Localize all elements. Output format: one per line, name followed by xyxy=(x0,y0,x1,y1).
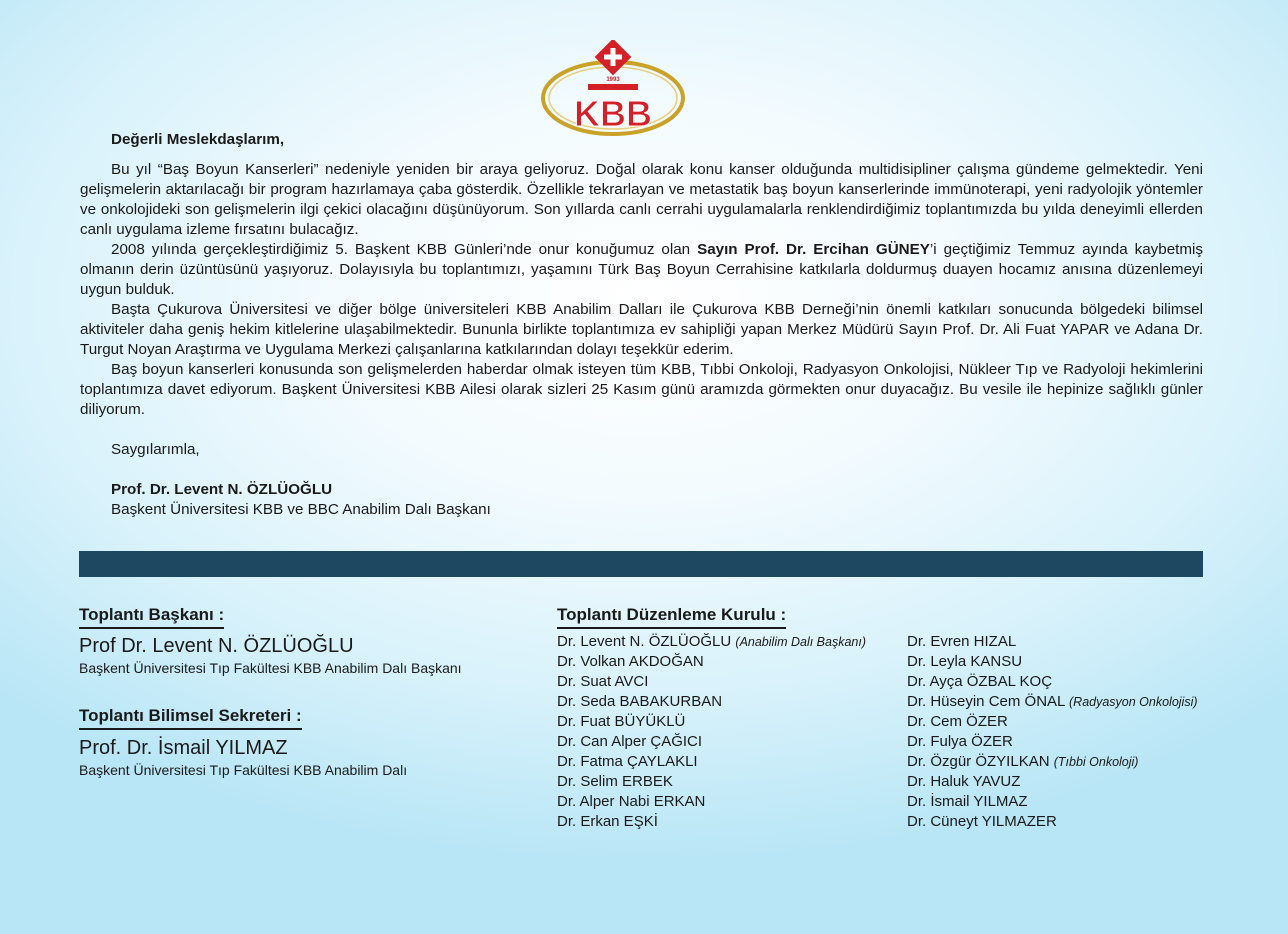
member-role-note: (Radyasyon Onkolojisi) xyxy=(1069,695,1198,709)
committee-member: Dr. İsmail YILMAZ xyxy=(907,793,1028,810)
letter-greeting: Değerli Meslekdaşlarım, xyxy=(111,131,285,148)
secretary-affiliation: Başkent Üniversitesi Tıp Fakültesi KBB Anabilim Dalı xyxy=(79,762,408,778)
signature-name: Prof. Dr. Levent N. ÖZLÜOĞLU xyxy=(111,481,333,498)
committee-member: Dr. Can Alper ÇAĞICI xyxy=(557,733,703,750)
committee-member: Dr. Cem ÖZER xyxy=(907,713,1008,730)
committee-member: Dr. Erkan EŞKİ xyxy=(557,813,658,830)
logo-year: 1993 xyxy=(606,77,620,83)
committee-member: Dr. Hüseyin Cem ÖNAL (Radyasyon Onkolojisi) xyxy=(907,693,1198,710)
member-role-note: (Anabilim Dalı Başkanı) xyxy=(735,635,867,649)
committee-column-2 xyxy=(907,632,1198,832)
welcome-letter xyxy=(80,130,1203,520)
logo-text: KBB xyxy=(574,93,652,134)
chair-heading: Toplantı Başkanı : xyxy=(79,604,224,629)
committee-column-1 xyxy=(557,632,866,832)
kbb-logo xyxy=(540,40,686,140)
letter-paragraph-3: Başta Çukurova Üniversitesi ve diğer bölge üniversiteleri KBB Anabilim Dalları ile Çukurova KBB Derneği’nin önemli katkıları sonucunda bölgedeki bilimsel aktiviteler daha geniş hekim kitlelerine ulaşabilmektedir. Bununla birlikte toplantımıza ev sahipliği yapan Merkez Müdürü Sayın Prof. Dr. Ali Fuat YAPAR ve Adana Dr. Turgut Noyan Araştırma ve Uygulama Merkezi çalışanlarına katkılarından dolayı teşekkür ederim. xyxy=(80,301,1203,358)
section-divider-bar xyxy=(79,551,1203,577)
committee-member: Dr. Ayça ÖZBAL KOÇ xyxy=(907,673,1053,690)
secretary-heading: Toplantı Bilimsel Sekreteri : xyxy=(79,705,302,730)
committee-member: Dr. Leyla KANSU xyxy=(907,653,1023,670)
committee-member: Dr. Suat AVCI xyxy=(557,673,649,690)
committee-member: Dr. Evren HIZAL xyxy=(907,633,1017,650)
committee-member: Dr. Haluk YAVUZ xyxy=(907,773,1021,790)
committee-member: Dr. Özgür ÖZYILKAN (Tıbbi Onkoloji) xyxy=(907,753,1139,770)
chair-affiliation: Başkent Üniversitesi Tıp Fakültesi KBB Anabilim Dalı Başkanı xyxy=(79,660,462,676)
committee-heading: Toplantı Düzenleme Kurulu : xyxy=(557,604,786,629)
committee-member: Dr. Levent N. ÖZLÜOĞLU (Anabilim Dalı Başkanı) xyxy=(557,633,867,650)
committee-member: Dr. Selim ERBEK xyxy=(557,773,673,790)
committee-member: Dr. Alper Nabi ERKAN xyxy=(557,793,706,810)
letter-paragraph-2: 2008 yılında gerçekleştirdiğimiz 5. Başkent KBB Günleri’nde onur konuğumuz olan Sayın Prof. Dr. Ercihan GÜNEY’i geçtiğimiz Temmuz ayında kaybetmiş olmanın derin üzüntüsünü yaşıyoruz. Dolayısıyla bu toplantımızı, yaşamını Türk Baş Boyun Cerrahisine katkılarla doldurmuş duayen hocamız anısına düzenlemeyi uygun bulduk. xyxy=(80,241,1203,298)
secretary-name: Prof. Dr. İsmail YILMAZ xyxy=(79,737,288,759)
letter-closing: Saygılarımla, xyxy=(111,441,200,458)
committee-member: Dr. Cüneyt YILMAZER xyxy=(907,813,1057,830)
committee-member: Dr. Fatma ÇAYLAKLI xyxy=(557,753,698,770)
committee-member: Dr. Fulya ÖZER xyxy=(907,733,1013,750)
honoree-name: Sayın Prof. Dr. Ercihan GÜNEY xyxy=(697,241,930,258)
member-role-note: (Tıbbi Onkoloji) xyxy=(1053,755,1139,769)
committee-member: Dr. Seda BABAKURBAN xyxy=(557,693,723,710)
committee-member: Dr. Fuat BÜYÜKLÜ xyxy=(557,713,686,730)
committee-member: Dr. Volkan AKDOĞAN xyxy=(557,653,704,670)
letter-paragraph-1: Bu yıl “Baş Boyun Kanserleri” nedeniyle yeniden bir araya geliyoruz. Doğal olarak konu kanser olduğunda multidisipliner çalışma gündeme gelmektedir. Yeni gelişmelerin aktarılacağı bir program hazırlamaya çaba gösterdik. Özellikle tekrarlayan ve metastatik baş boyun kanserlerinde immünoterapi, yeni radyolojik yöntemler ve onkolojideki son gelişmelerin ilgi çekici olacağını düşünüyorum. Son yıllarda canlı cerrahi uygulamalarla renklendirdiğimiz toplantımızda bu yılda deneyimli ellerden canlı uygulama izleme fırsatını bulacağız. xyxy=(80,161,1203,238)
chair-name: Prof Dr. Levent N. ÖZLÜOĞLU xyxy=(79,635,354,657)
letter-paragraph-4: Baş boyun kanserleri konusunda son gelişmelerden haberdar olmak isteyen tüm KBB, Tıbbi Onkoloji, Radyasyon Onkolojisi, Nükleer Tıp ve Radyoloji hekimlerini toplantımıza davet ediyorum. Başkent Üniversitesi KBB Ailesi olarak sizleri 25 Kasım günü aramızda görmekten onur duyacağız. Bu vesile ile hepinize sağlıklı günler diliyorum. xyxy=(80,361,1203,418)
signature-title: Başkent Üniversitesi KBB ve BBC Anabilim Dalı Başkanı xyxy=(111,501,491,518)
